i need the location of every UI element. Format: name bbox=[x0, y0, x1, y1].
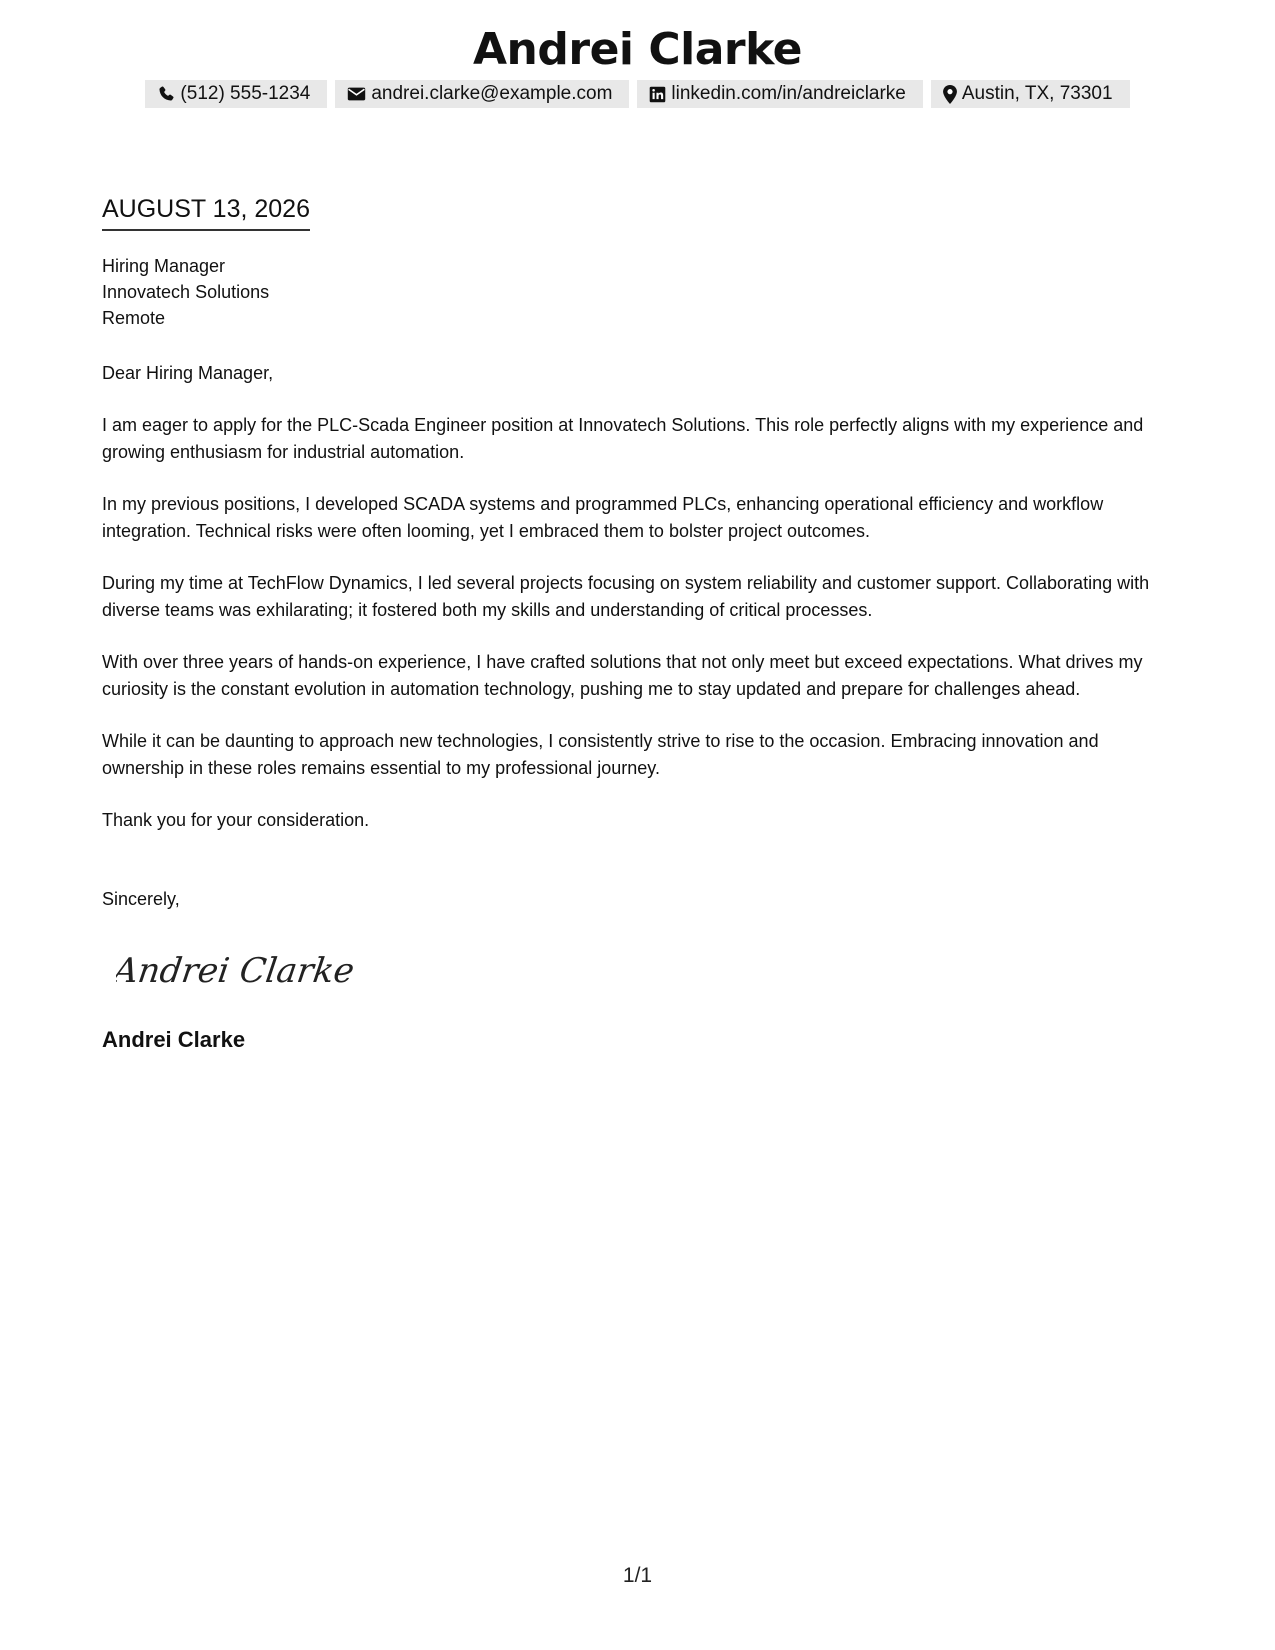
recipient-company: Innovatech Solutions bbox=[102, 282, 270, 302]
contact-phone bbox=[145, 80, 327, 108]
letter-date: AUGUST 13, 2026 bbox=[102, 193, 310, 231]
body-paragraph-6: Thank you for your consideration. bbox=[102, 810, 370, 830]
recipient-block bbox=[102, 253, 269, 331]
contact-phone-text: (512) 555-1234 bbox=[180, 83, 311, 104]
handwritten-signature bbox=[116, 940, 356, 1000]
page-number: 1/1 bbox=[622, 1564, 653, 1587]
phone-icon bbox=[157, 85, 175, 103]
contact-location-text: Austin, TX, 73301 bbox=[961, 83, 1113, 104]
closing: Sincerely, bbox=[102, 889, 180, 909]
map-pin-icon bbox=[943, 85, 957, 104]
body-paragraph-1: I am eager to apply for the PLC-Scada Engineer position at Innovatech Solutions. This role perfectly aligns with my experience and growing enthusiasm for industrial automation. bbox=[102, 415, 1144, 462]
linkedin-icon bbox=[649, 86, 666, 103]
salutation: Dear Hiring Manager, bbox=[102, 363, 274, 383]
body-paragraph-5: While it can be daunting to approach new technologies, I consistently strive to rise to the occasion. Embracing innovation and ownership in these roles remains essential to my professional journey. bbox=[102, 731, 1099, 778]
body-paragraph-2: In my previous positions, I developed SCADA systems and programmed PLCs, enhancing operational efficiency and workflow integration. Technical risks were often looming, yet I embraced them to bolster project outcomes. bbox=[102, 494, 1104, 541]
contact-location bbox=[931, 80, 1130, 108]
recipient-title: Hiring Manager bbox=[102, 256, 226, 276]
contact-email bbox=[335, 80, 629, 108]
envelope-icon bbox=[347, 86, 366, 102]
contact-email-text: andrei.clarke@example.com bbox=[371, 83, 613, 104]
signer-name: Andrei Clarke bbox=[102, 1027, 246, 1052]
applicant-name-heading: Andrei Clarke bbox=[473, 24, 802, 75]
body-paragraph-3: During my time at TechFlow Dynamics, I led several projects focusing on system reliability and customer support. Collaborating with diverse teams was exhilarating; it fostered both my skills and understanding of critical processes. bbox=[102, 573, 1150, 620]
contact-linkedin bbox=[637, 80, 922, 108]
body-paragraph-4: With over three years of hands-on experience, I have crafted solutions that not only meet but exceed expectations. What drives my curiosity is the constant evolution in automation technology, pushing me to stay updated and prepare for challenges ahead. bbox=[102, 652, 1143, 699]
contact-linkedin-text: linkedin.com/in/andreiclarke bbox=[671, 83, 906, 104]
signature-text: Andrei Clarke bbox=[116, 951, 356, 991]
recipient-location: Remote bbox=[102, 308, 166, 328]
contact-bar bbox=[0, 80, 1275, 108]
letter-body bbox=[102, 412, 1177, 860]
